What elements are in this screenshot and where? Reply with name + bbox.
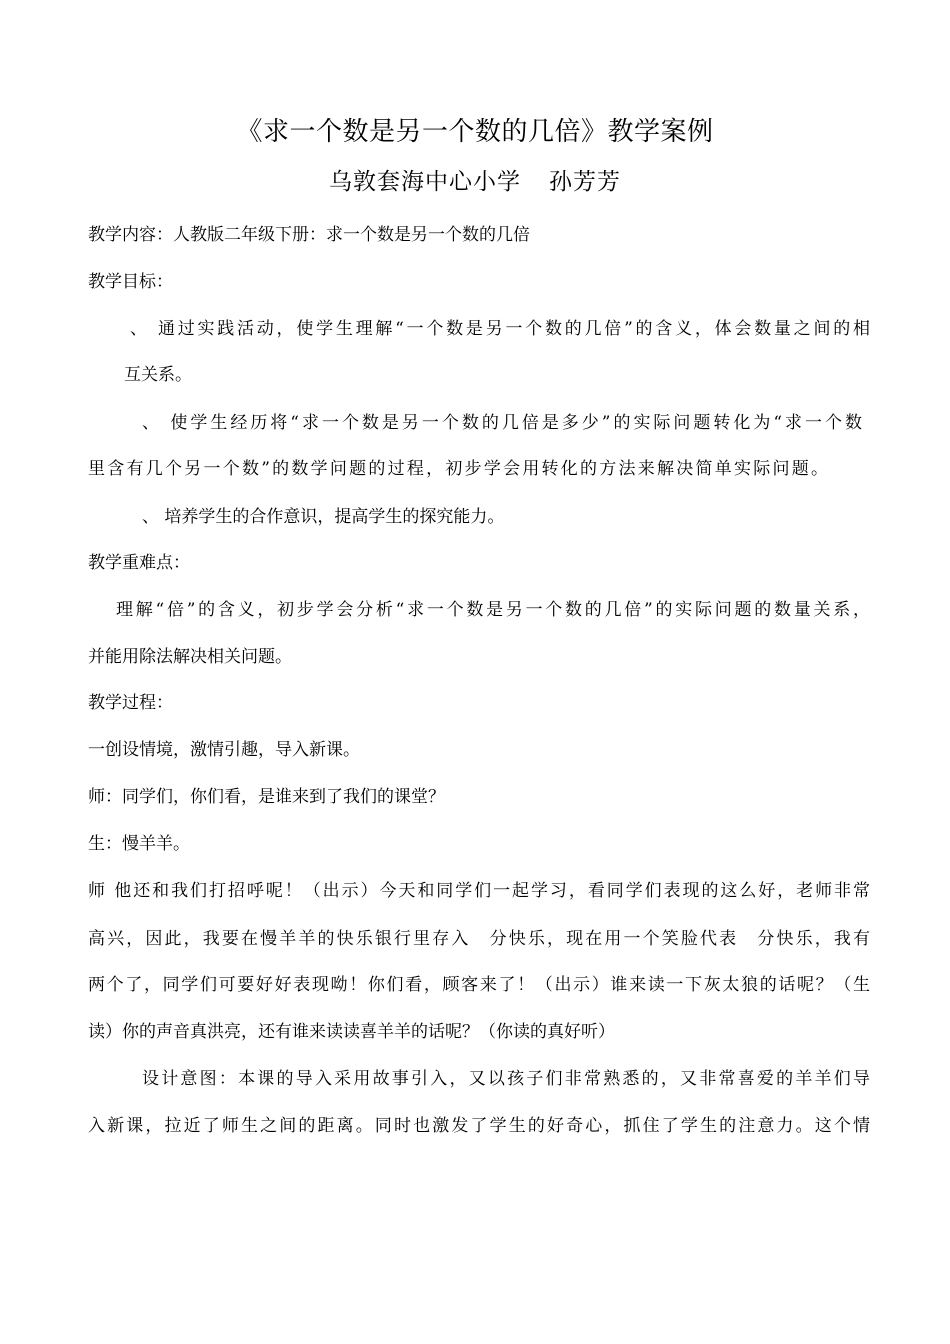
teacher-paragraph-line-3: 两个了，同学们可要好好表现呦！你们看，顾客来了！（出示）谁来读一下灰太狼的话呢？（生	[88, 975, 870, 995]
key-points-heading: 教学重难点：	[88, 553, 190, 573]
teacher-paragraph-line-1: 师 他还和我们打招呼呢！（出示）今天和同学们一起学习，看同学们表现的这么好，老师非常	[88, 881, 870, 901]
design-intent-line-1: 设计意图：本课的导入采用故事引入，又以孩子们非常熟悉的，又非常喜爱的羊羊们导	[142, 1069, 870, 1089]
student-line-1: 生：慢羊羊。	[88, 834, 190, 854]
design-intent-line-2: 入新课，拉近了师生之间的距离。同时也激发了学生的好奇心，抓住了学生的注意力。这个情	[88, 1116, 870, 1136]
author-name: 孙芳芳	[549, 169, 621, 195]
objectives-heading: 教学目标：	[88, 272, 173, 292]
objective-1-line-2: 互关系。	[124, 365, 192, 385]
objective-2-line-2: 里含有几个另一个数”的数学问题的过程，初步学会用转化的方法来解决简单实际问题。	[88, 459, 828, 479]
objective-3: 、 培养学生的合作意识，提高学生的探究能力。	[142, 507, 505, 527]
author-line	[0, 166, 950, 198]
process-heading: 教学过程：	[88, 693, 173, 713]
key-points-line-2: 并能用除法解决相关问题。	[88, 647, 292, 667]
step-1: 一创设情境，激情引趣，导入新课。	[88, 740, 360, 760]
objective-1-line-1: 、 通过实践活动，使学生理解“一个数是另一个数的几倍”的含义，体会数量之间的相	[130, 319, 870, 339]
objective-2-line-1: 、 使学生经历将“求一个数是另一个数的几倍是多少”的实际问题转化为“求一个数	[142, 413, 862, 433]
key-points-line-1: 理解“倍”的含义，初步学会分析“求一个数是另一个数的几倍”的实际问题的数量关系，	[116, 600, 870, 620]
document-title: 《求一个数是另一个数的几倍》教学案例	[236, 117, 714, 147]
teacher-line-1: 师：同学们，你们看，是谁来到了我们的课堂？	[88, 787, 445, 807]
teacher-paragraph-line-4: 读）你的声音真洪亮，还有谁来读读喜羊羊的话呢？（你读的真好听）	[88, 1022, 615, 1042]
teaching-content: 教学内容：人教版二年级下册：求一个数是另一个数的几倍	[88, 225, 530, 245]
author-school: 乌敦套海中心小学	[329, 169, 521, 195]
teacher-paragraph-line-2: 高兴，因此，我要在慢羊羊的快乐银行里存入 分快乐，现在用一个笑脸代表 分快乐，我有	[88, 929, 870, 949]
